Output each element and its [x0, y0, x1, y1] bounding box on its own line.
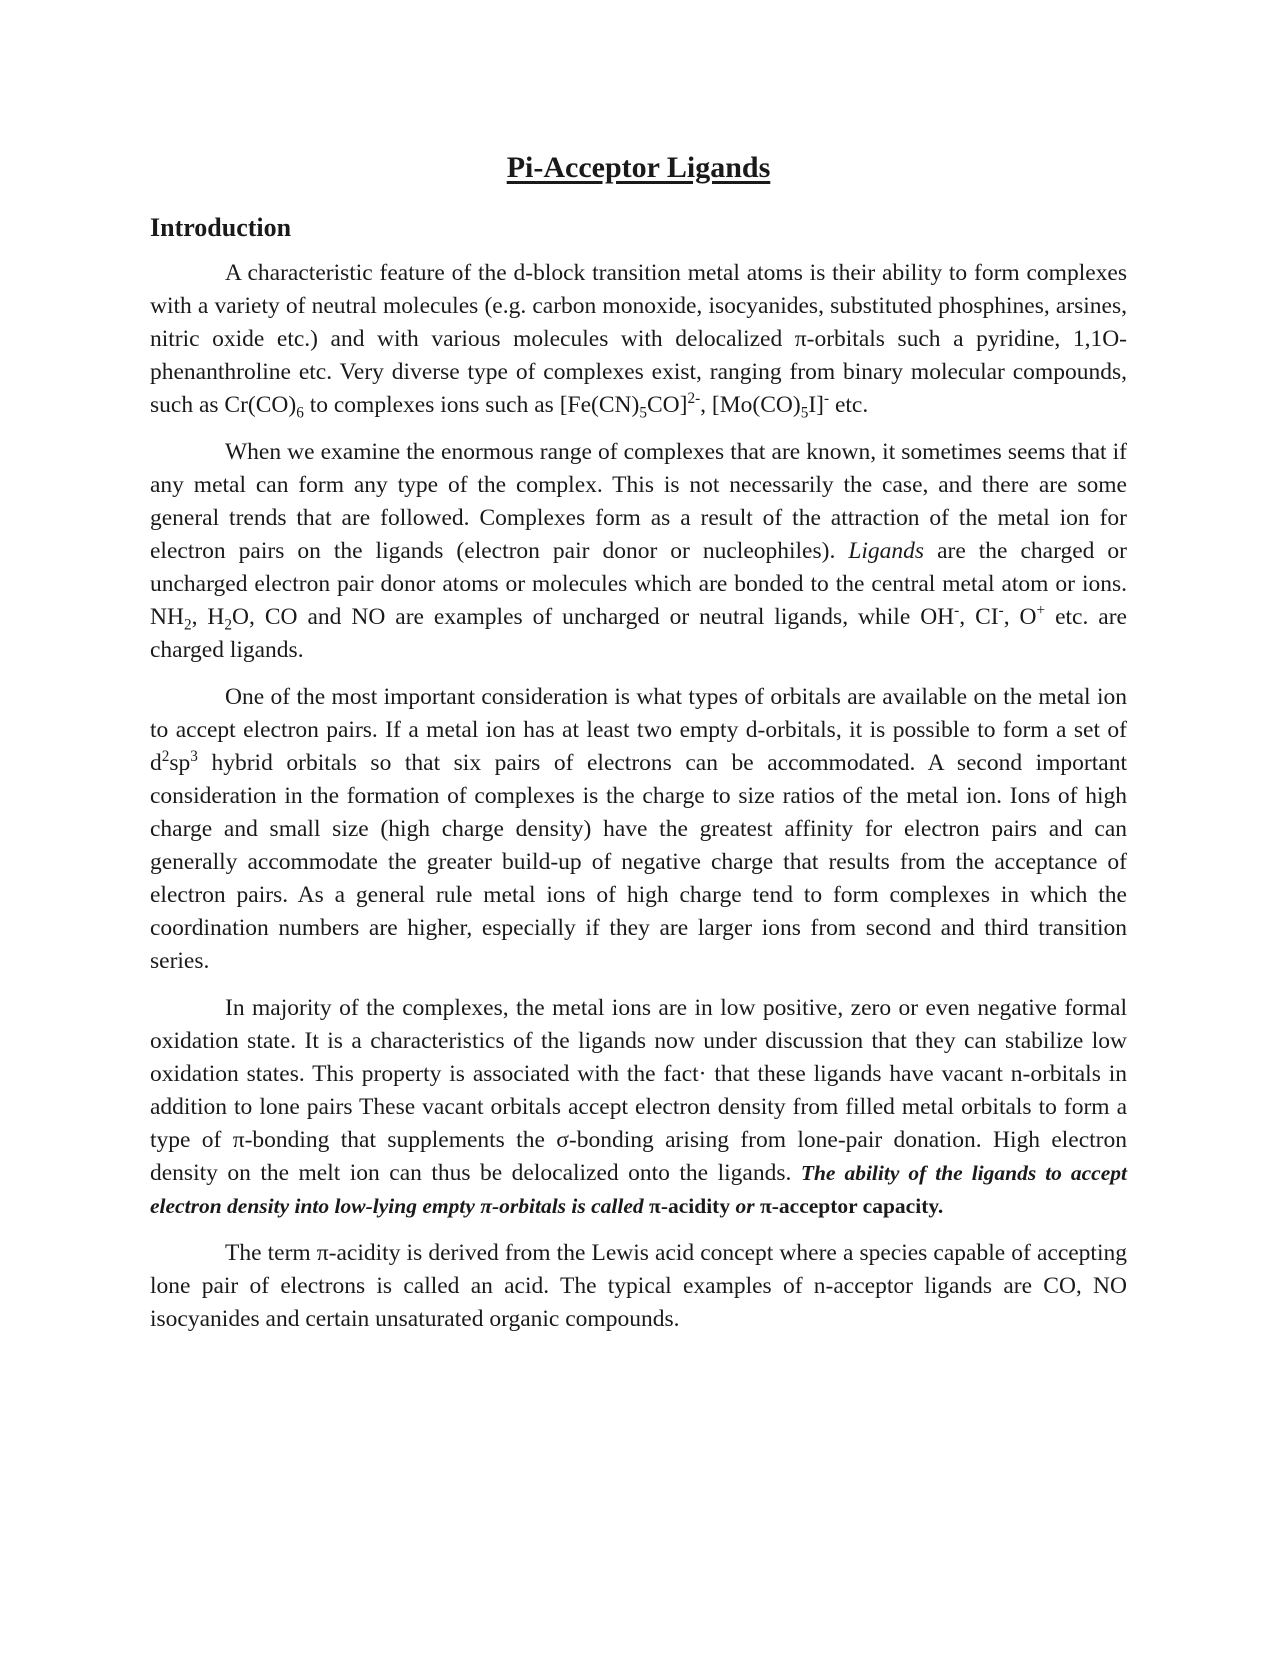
ligands-italic-term: Ligands	[848, 538, 925, 565]
paragraph-2-text-d: O, CO and NO are examples of uncharged or neutral ligands, while OH	[232, 604, 955, 631]
paragraph-1-text-b: to complexes ions such as [Fe(CN)	[303, 392, 640, 419]
definition-text: The ability of the ligands to accept electron density into low-lying empty π-orbitals is called	[150, 1161, 1127, 1219]
paragraph-1-text-a: A characteristic feature of the d-block transition metal atoms is their ability to form complexes with a variety of neutral molecules (e.g. carbon monoxide, isocyanides, substituted phosphines, arsines, nitric oxide etc.) and with various molecules with delocalized π-orbitals such a pyridine, 1,1O-phenanthroline etc. Very diverse type of complexes exist, ranging from binary molecular compounds, such as Cr(CO)	[150, 260, 1127, 419]
paragraph-3	[150, 681, 1127, 978]
paragraph-2-text-c: , H	[191, 604, 225, 631]
superscript: 2	[161, 748, 170, 766]
paragraph-4-text-a: In majority of the complexes, the metal ions are in low positive, zero or even negative formal oxidation state. It is a characteristics of the ligands now under discussion that they can stabilize low oxidation states. This property is associated with the fact· that these ligands have vacant n-orbitals in addition to lone pairs These vacant orbitals accept electron density from filled metal orbitals to form a type of π-bonding that supplements the σ-bonding arising from lone-pair donation. High electron density on the melt ion can thus be delocalized onto the ligands.	[150, 995, 1127, 1187]
paragraph-2-text-g: etc. are charged ligands.	[150, 604, 1127, 664]
paragraph-3-text-a: One of the most important consideration is what types of orbitals are available on the metal ion to accept electron pairs. If a metal ion has at least two empty d-orbitals, it is possible to form a set of d	[150, 684, 1127, 777]
paragraph-1-text-c: CO]	[646, 392, 688, 419]
paragraph-2-text-a: When we examine the enormous range of complexes that are known, it sometimes seems that if any metal can form any type of the complex. This is not necessarily the case, and there are some general trends that are followed. Complexes form as a result of the attraction of the metal ion for electron pairs on the ligands (electron pair donor or nucleophiles).	[150, 439, 1127, 565]
superscript: +	[1036, 602, 1046, 620]
superscript: -	[998, 602, 1004, 620]
superscript: -	[954, 602, 960, 620]
paragraph-5-text: The term π-acidity is derived from the Lewis acid concept where a species capable of accepting lone pair of electrons is called an acid. The typical examples of n-acceptor ligands are CO, NO isocyanides and certain unsaturated organic compounds.	[150, 1240, 1127, 1333]
paragraph-4	[150, 992, 1127, 1223]
definition-term-pi-acidity: π-acidity	[649, 1194, 731, 1219]
superscript: 3	[190, 748, 198, 766]
document-page	[150, 150, 1127, 1350]
paragraph-1-text-f: etc.	[829, 392, 869, 419]
subscript: 2	[183, 616, 192, 634]
paragraph-3-text-b: sp	[169, 750, 191, 777]
superscript: -	[824, 390, 830, 408]
paragraph-5	[150, 1237, 1127, 1336]
subscript: 2	[224, 616, 233, 634]
paragraph-2-text-f: , O	[1003, 604, 1037, 631]
section-heading-introduction: Introduction	[150, 213, 292, 242]
paragraph-2	[150, 436, 1127, 667]
paragraph-2-text-b: are the charged or uncharged electron pair donor atoms or molecules which are bonded to the central metal atom or ions. NH	[150, 538, 1127, 631]
paragraph-1	[150, 257, 1127, 422]
definition-term-pi-acceptor-capacity: π-acceptor capacity.	[759, 1194, 944, 1219]
definition-connector: or	[730, 1194, 760, 1219]
subscript: 6	[296, 404, 304, 422]
paragraph-1-text-e: I]	[808, 392, 824, 419]
subscript: 5	[639, 404, 647, 422]
superscript: 2-	[687, 390, 701, 408]
paragraph-3-text-c: hybrid orbitals so that six pairs of electrons can be accommodated. A second important consideration in the formation of complexes is the charge to size ratios of the metal ion. Ions of high charge and small size (high charge density) have the greatest affinity for electron pairs and can generally accommodate the greater build-up of negative charge that results from the acceptance of electron pairs. As a general rule metal ions of high charge tend to form complexes in which the coordination numbers are higher, especially if they are larger ions from second and third transition series.	[150, 750, 1127, 975]
paragraph-2-text-e: , CI	[959, 604, 999, 631]
subscript: 5	[800, 404, 809, 422]
paragraph-1-text-d: , [Mo(CO)	[700, 392, 801, 419]
page-title: Pi-Acceptor Ligands	[506, 151, 771, 184]
